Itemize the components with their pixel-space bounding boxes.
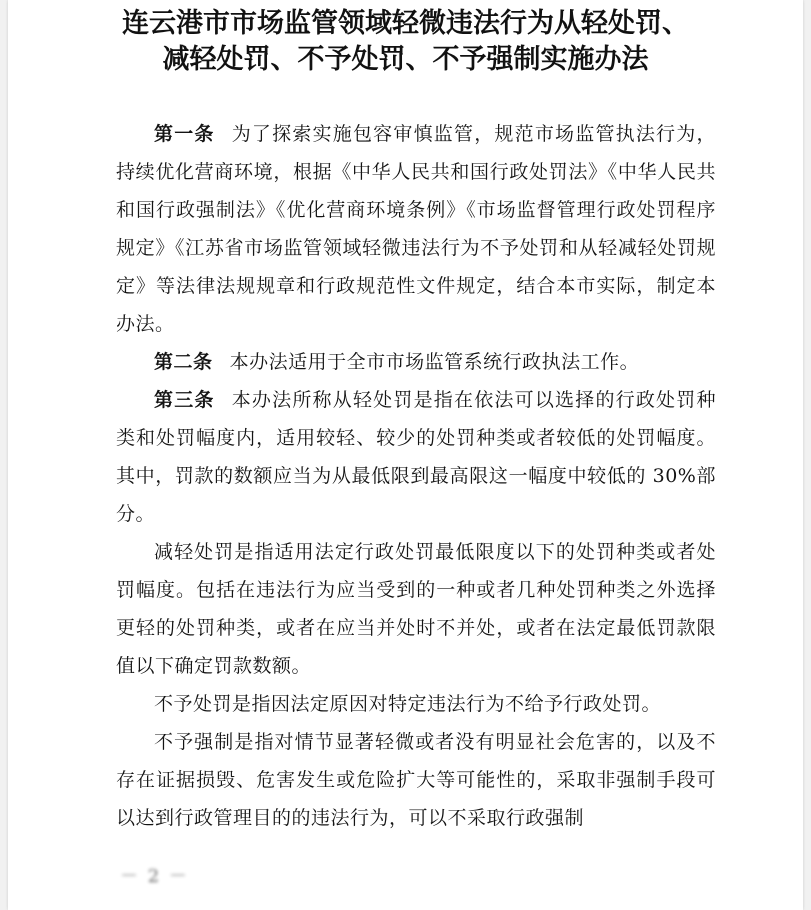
article-2-text: 本办法适用于全市市场监管系统行政执法工作。: [229, 351, 640, 373]
article-3-paragraph: [116, 381, 716, 533]
no-enforcement-paragraph: [116, 723, 716, 837]
mitigated-penalty-paragraph: [116, 533, 716, 685]
article-1-paragraph: [116, 115, 716, 343]
no-penalty-text: 不予处罚是指因法定原因对特定违法行为不给予行政处罚。: [154, 693, 662, 715]
article-3-label: 第三条: [154, 389, 215, 411]
mitigated-penalty-text: 减轻处罚是指适用法定行政处罚最低限度以下的处罚种类或者处罚幅度。包括在违法行为应当受到的一种或者几种处罚种类之外选择更轻的处罚种类，或者在应当并处时不并处，或者在法定最低罚款限值以下确定罚款数额。: [116, 541, 716, 677]
no-penalty-paragraph: [116, 685, 716, 723]
article-3-text: 本办法所称从轻处罚是指在依法可以选择的行政处罚种类和处罚幅度内，适用较轻、较少的处罚种类或者较低的处罚幅度。其中，罚款的数额应当为从最低限到最高限这一幅度中较低的 30%部分。: [116, 389, 716, 525]
article-1-text: 为了探索实施包容审慎监管，规范市场监管执法行为，持续优化营商环境，根据《中华人民共和国行政处罚法》《中华人民共和国行政强制法》《优化营商环境条例》《市场监督管理行政处罚程序规定》《江苏省市场监管领域轻微违法行为不予处罚和从轻减轻处罚规定》等法律法规规章和行政规范性文件规定，结合本市实际，制定本办法。: [116, 123, 716, 335]
no-enforcement-text: 不予强制是指对情节显著轻微或者没有明显社会危害的，以及不存在证据损毁、危害发生或危险扩大等可能性的，采取非强制手段可以达到行政管理目的的违法行为，可以不采取行政强制: [116, 731, 716, 829]
article-1-label: 第一条: [154, 123, 215, 145]
document-page: [8, 0, 803, 910]
document-title-line-2: 减轻处罚、不予处罚、不予强制实施办法: [162, 44, 649, 75]
document-title-line-1: 连云港市市场监管领域轻微违法行为从轻处罚、: [122, 8, 689, 39]
article-2-label: 第二条: [154, 351, 213, 373]
page-number: － 2 －: [120, 866, 189, 887]
document-body: [116, 115, 716, 837]
article-2-paragraph: [116, 343, 716, 381]
